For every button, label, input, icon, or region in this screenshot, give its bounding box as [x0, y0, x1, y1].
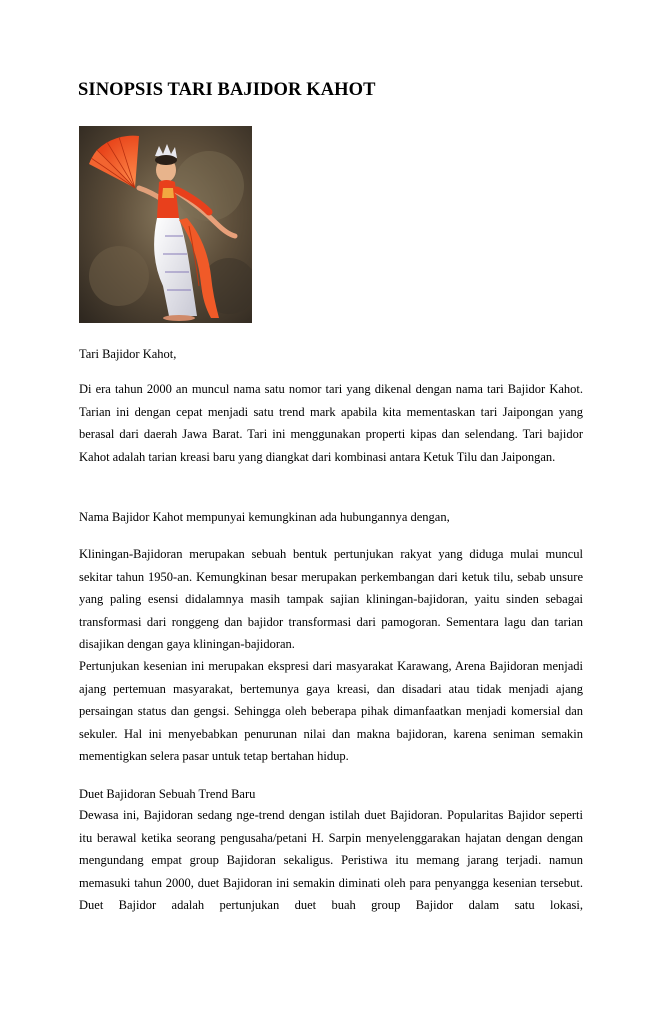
dancer-photo — [79, 126, 252, 323]
duet-paragraph: Dewasa ini, Bajidoran sedang nge-trend dengan istilah duet Bajidoran. Popularitas Bajidor seperti itu berawal ketika seorang pengusaha/petani H. Sarpin menyelenggarakan hajatan dengan dengan mengundang empat group Bajidoran sekaligus. Peristiwa itu memang jarang terjadi. namun memasuki tahun 2000, duet Bajidoran ini semakin diminati oleh para penyangga kesenian tersebut. Duet Bajidor adalah pertunjukan duet buah group Bajidor dalam satu lokasi, — [79, 808, 583, 912]
duet-section-heading: Duet Bajidoran Sebuah Trend Baru — [79, 787, 256, 801]
name-origin-paragraph: Nama Bajidor Kahot mempunyai kemungkinan ada hubungannya dengan, — [79, 510, 450, 524]
kliningan-bajidoran-paragraph: Kliningan-Bajidoran merupakan sebuah bentuk pertunjukan rakyat yang diduga mulai muncul sekitar tahun 1950-an. Kemungkinan besar merupakan perkembangan dari ketuk tilu, sebab unsure yang paling esensi didalamnya masih tampak sajian kliningan-bajidoran, yaitu sinden sebagai transformasi dari ronggeng dan bajidor transformasi dari pamogoran. Sementara lagu dan tarian disajikan dengan gaya kliningan-bajidoran. — [79, 547, 583, 651]
document-title: SINOPSIS TARI BAJIDOR KAHOT — [78, 80, 376, 100]
performance-paragraph: Pertunjukan kesenian ini merupakan ekspresi dari masyarakat Karawang, Arena Bajidoran menjadi ajang pertemuan masyarakat, bertemunya gaya kreasi, dan disadari atau tidak menjadi ajang persaingan status dan gengsi. Sehingga oleh beberapa pihak dimanfaatkan menjadi komersial dan sekuler. Hal ini menyebabkan penurunan nilai dan makna bajidoran, karena seniman semakin mementigkan selera pasar untuk tetap bertahan hidup. — [79, 659, 583, 763]
intro-paragraph: Di era tahun 2000 an muncul nama satu nomor tari yang dikenal dengan nama tari Bajidor Kahot. Tarian ini dengan cepat menjadi satu trend mark apabila kita mementaskan tari Jaipongan yang berasal dari daerah Jawa Barat. Tari ini menggunakan properti kipas dan selendang. Tari bajidor Kahot adalah tarian kreasi baru yang diangkat dari kombinasi antara Ketuk Tilu dan Jaipongan. — [79, 382, 583, 464]
greeting-paragraph: Tari Bajidor Kahot, — [79, 347, 177, 361]
